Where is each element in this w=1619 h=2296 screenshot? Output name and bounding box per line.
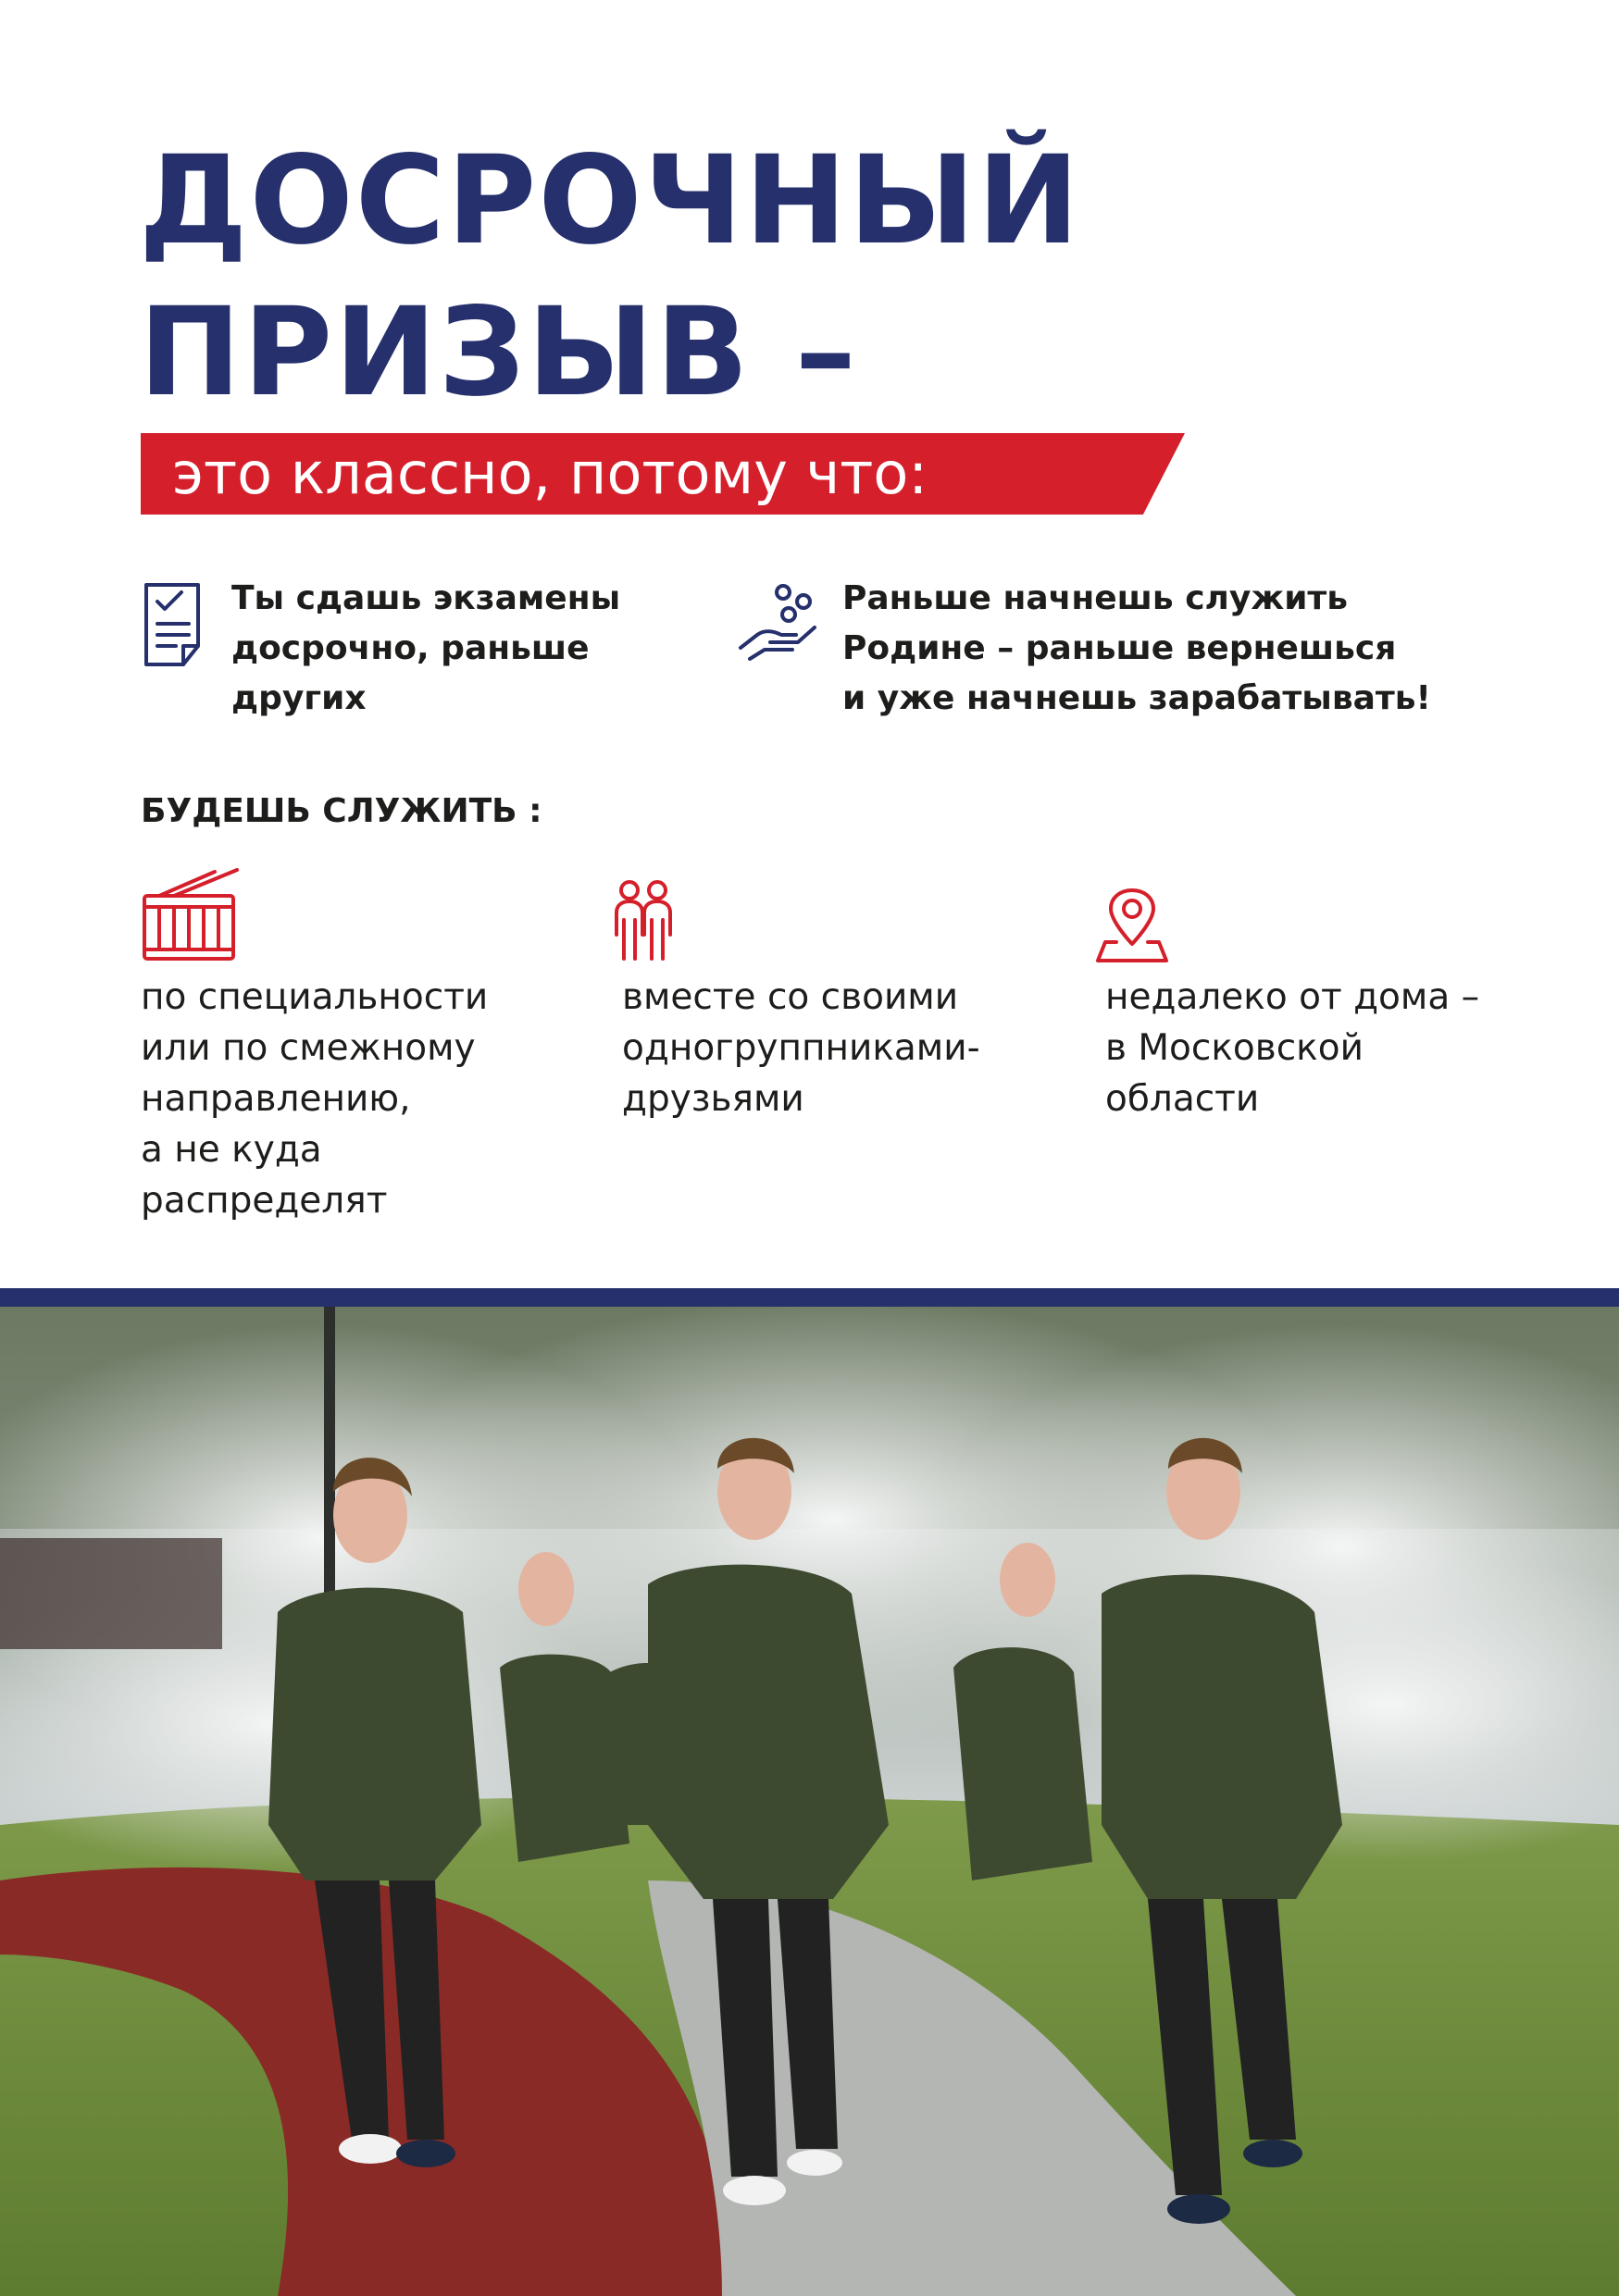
feature-text-friends: вместе со своими одногруппниками- друзьями [622,976,980,1120]
location-pin-icon [1096,888,1168,968]
title-line-2: ПРИЗЫВ – [139,281,858,424]
drum-icon [141,868,241,966]
service-heading: БУДЕШЬ СЛУЖИТЬ : [141,792,542,830]
running-cadets-photo [0,1307,1619,2296]
page-title [139,125,1081,428]
navy-divider [0,1288,1619,1307]
banner-text: это классно, потому что: [172,440,928,507]
benefit-text-exams: Ты сдашь экзамены досрочно, раньше других [231,579,621,717]
friends-icon [611,879,676,966]
feature-text-specialty: по специальности или по смежному направлению, а не куда распределят [141,976,489,1222]
benefit-text-earn: Раньше начнешь служить Родине – раньше вернешься и уже начнешь зарабатывать! [842,579,1431,717]
hand-coins-icon [737,581,818,668]
exam-document-icon [141,581,204,672]
feature-text-location: недалеко от дома – в Московской области [1105,976,1480,1120]
title-line-1: ДОСРОЧНЫЙ [139,130,1081,272]
